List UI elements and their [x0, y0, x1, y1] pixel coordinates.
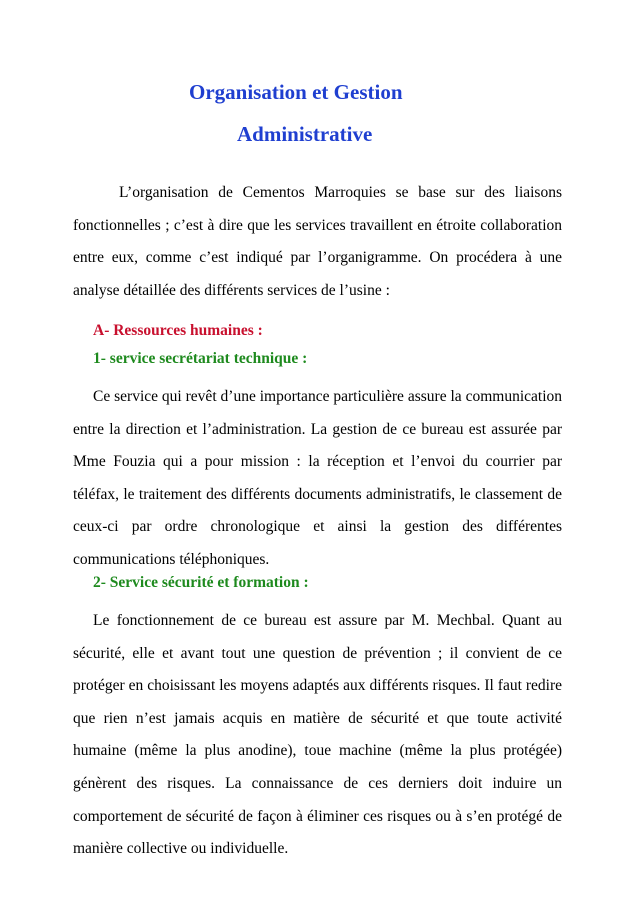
- subsection-2-paragraph: Le fonctionnement de ce bureau est assure par M. Mechbal. Quant au sécurité, elle et avant tout une question de prévention ; il convient de ce protéger en choisissant les moyens adaptés aux différents risques. Il faut redire que rien n’est jamais acquis en matière de sécurité et que toute activité humaine (même la plus anodine), toue machine (même la plus protégée) génèrent des risques. La connaissance de ces derniers doit induire un comportement de sécurité de façon à éliminer ces risques ou à s’en protégé de manière collective ou individuelle.: [73, 612, 562, 858]
- section-a-heading: A- Ressources humaines :: [93, 322, 263, 339]
- subsection-2-heading: 2- Service sécurité et formation :: [93, 574, 309, 591]
- subsection-1-heading: 1- service secrétariat technique :: [93, 350, 308, 367]
- document-title-line-1: Organisation et Gestion: [189, 80, 403, 104]
- intro-paragraph: L’organisation de Cementos Marroquies se base sur des liaisons fonctionnelles ; c’est à dire que les services travaillent en étroite collaboration entre eux, comme c’est indiqué par l’organigramme. On procédera à une analyse détaillée des différents services de l’usine :: [73, 184, 562, 299]
- subsection-1-paragraph: Ce service qui revêt d’une importance particulière assure la communication entre la direction et l’administration. La gestion de ce bureau est assurée par Mme Fouzia qui a pour mission : la réception et l’envoi du courrier par téléfax, le traitement des différents documents administratifs, le classement de ceux-ci par ordre chronologique et ainsi la gestion des différentes communications téléphoniques.: [73, 388, 562, 568]
- document-title-line-2: Administrative: [237, 122, 373, 146]
